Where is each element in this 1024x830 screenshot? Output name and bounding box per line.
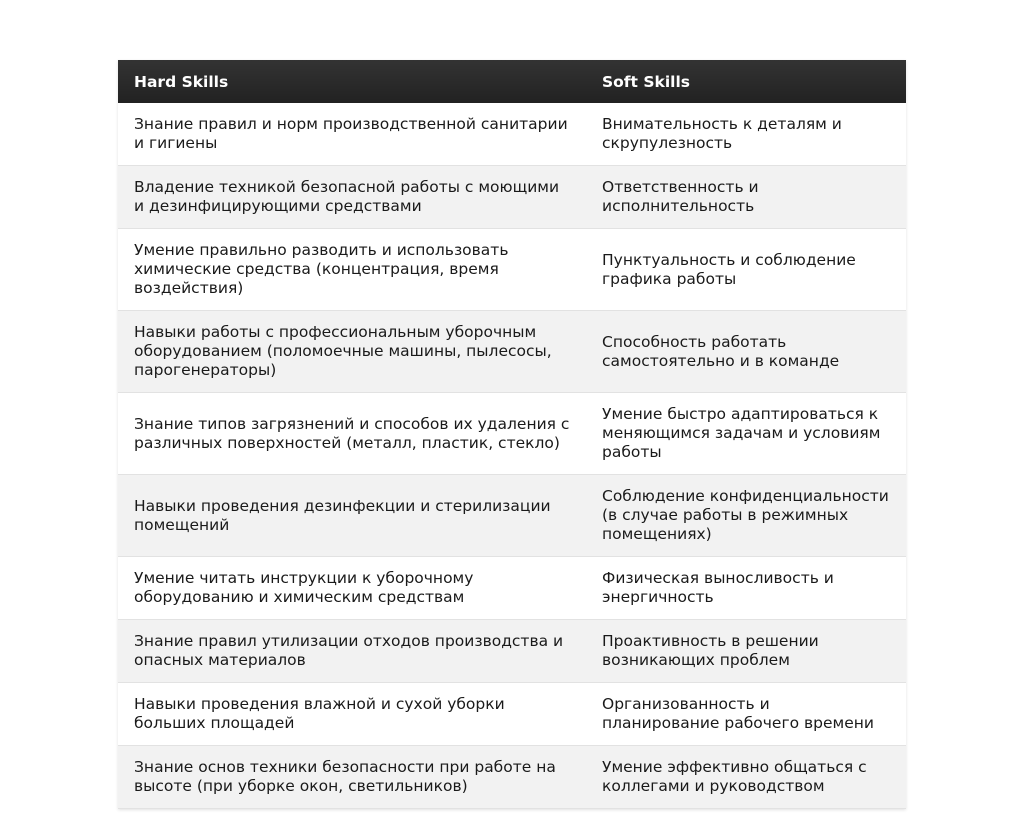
table-row — [118, 311, 906, 393]
table-header — [118, 60, 906, 103]
soft-skill-cell: Умение быстро адаптироваться к меняющимся задачам и условиям работы — [586, 393, 906, 475]
soft-skill-cell: Способность работать самостоятельно и в команде — [586, 311, 906, 393]
hard-skill-cell: Умение читать инструкции к уборочному оборудованию и химическим средствам — [118, 557, 586, 620]
skills-table — [118, 60, 906, 809]
table-row — [118, 557, 906, 620]
soft-skill-cell: Ответственность и исполнительность — [586, 166, 906, 229]
header-soft-skills: Soft Skills — [602, 72, 690, 91]
hard-skill-cell: Знание типов загрязнений и способов их удаления с различных поверхностей (металл, пластик, стекло) — [118, 393, 586, 475]
hard-skill-cell: Знание правил и норм производственной санитарии и гигиены — [118, 103, 586, 166]
soft-skill-cell: Проактивность в решении возникающих проблем — [586, 620, 906, 683]
table-row — [118, 620, 906, 683]
table-row — [118, 683, 906, 746]
skills-table-container — [118, 60, 906, 809]
hard-skill-cell: Владение техникой безопасной работы с моющими и дезинфицирующими средствами — [118, 166, 586, 229]
table-row — [118, 475, 906, 557]
header-row — [118, 60, 906, 103]
soft-skill-cell: Внимательность к деталям и скрупулезность — [586, 103, 906, 166]
table-row — [118, 166, 906, 229]
soft-skill-cell: Организованность и планирование рабочего времени — [586, 683, 906, 746]
hard-skill-cell: Знание основ техники безопасности при работе на высоте (при уборке окон, светильников) — [118, 746, 586, 809]
table-body — [118, 103, 906, 809]
hard-skill-cell: Знание правил утилизации отходов производства и опасных материалов — [118, 620, 586, 683]
table-row — [118, 746, 906, 809]
soft-skill-cell: Пунктуальность и соблюдение графика работы — [586, 229, 906, 311]
table-row — [118, 393, 906, 475]
soft-skill-cell: Физическая выносливость и энергичность — [586, 557, 906, 620]
hard-skill-cell: Умение правильно разводить и использовать химические средства (концентрация, время воздействия) — [118, 229, 586, 311]
soft-skill-cell: Умение эффективно общаться с коллегами и руководством — [586, 746, 906, 809]
table-row — [118, 229, 906, 311]
header-hard-skills: Hard Skills — [134, 72, 229, 91]
hard-skill-cell: Навыки работы с профессиональным уборочным оборудованием (поломоечные машины, пылесосы, парогенераторы) — [118, 311, 586, 393]
table-row — [118, 103, 906, 166]
soft-skill-cell: Соблюдение конфиденциальности (в случае работы в режимных помещениях) — [586, 475, 906, 557]
hard-skill-cell: Навыки проведения дезинфекции и стерилизации помещений — [118, 475, 586, 557]
hard-skill-cell: Навыки проведения влажной и сухой уборки больших площадей — [118, 683, 586, 746]
